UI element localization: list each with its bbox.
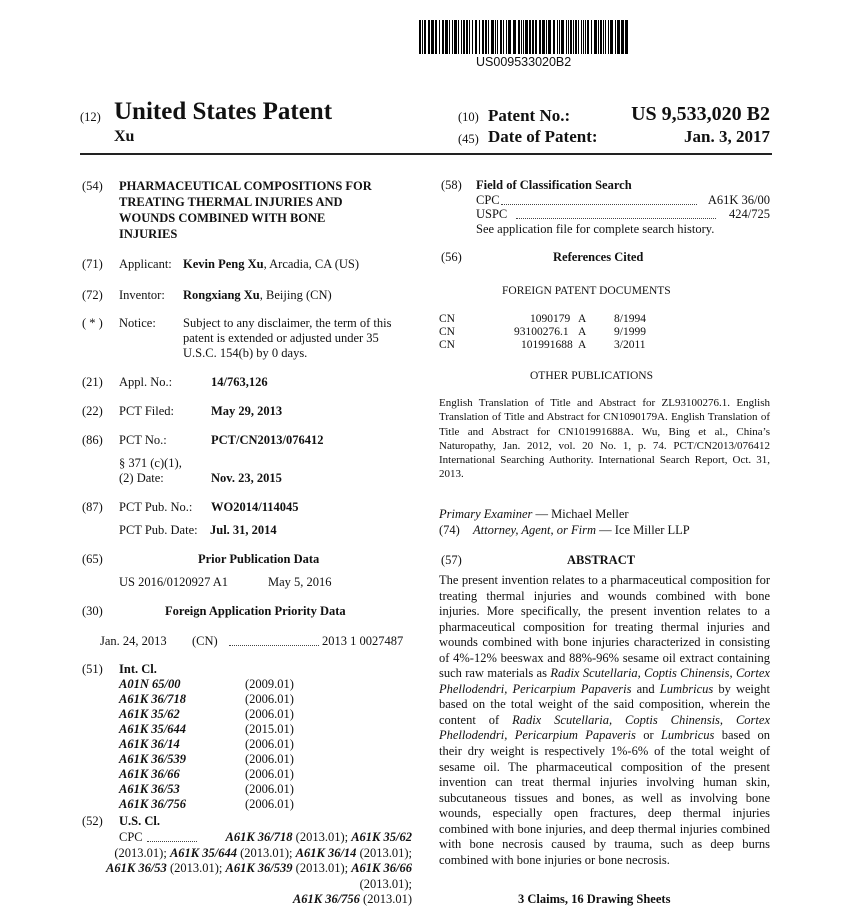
int-cl-version: (2006.01) (245, 692, 294, 706)
abstract-text (439, 573, 770, 868)
barcode-bar (617, 20, 620, 54)
notice-label: Notice: (119, 316, 156, 330)
int-cl-row (119, 722, 294, 737)
barcode-bar (532, 20, 534, 54)
ref-kind: A (578, 326, 587, 338)
barcode-bar (466, 20, 468, 54)
pct-pub-date-label: PCT Pub. Date: (119, 523, 198, 537)
pct-filed: May 29, 2013 (211, 404, 283, 418)
ref-number: 93100276.1 (514, 326, 569, 338)
barcode-bar (539, 20, 541, 54)
abstract-heading: ABSTRACT (567, 553, 636, 567)
code-12: (12) (80, 110, 101, 124)
barcode-bar (573, 20, 574, 54)
title-line-2: TREATING THERMAL INJURIES AND (119, 195, 343, 209)
int-cl-version: (2006.01) (245, 737, 294, 751)
int-cl-row (119, 782, 294, 797)
barcode-bar (591, 20, 592, 54)
pct-pub-no-label: PCT Pub. No.: (119, 500, 193, 514)
barcode-bar (513, 20, 516, 54)
barcode-bar (605, 20, 606, 54)
int-cl-version: (2006.01) (245, 752, 294, 766)
code-65: (65) (82, 552, 103, 566)
abstract-segment: by weight based on the total weight of the said composition, wherein the content of (439, 681, 770, 727)
code-72: (72) (82, 288, 103, 302)
priority-leader (229, 645, 319, 646)
code-57: (57) (441, 553, 462, 567)
barcode-bar (500, 20, 502, 54)
int-cl-row (119, 752, 294, 767)
barcode-bar (553, 20, 555, 54)
barcode-bar (615, 20, 616, 54)
inventor-surname: Xu (114, 128, 135, 145)
barcode-bar (488, 20, 489, 54)
cpc-code: A61K 36/14 (295, 845, 357, 860)
barcode-bar (495, 20, 496, 54)
priority-country: (CN) (192, 634, 218, 648)
int-cl-row (119, 677, 294, 692)
pct-pub-no: WO2014/114045 (211, 500, 299, 514)
barcode-bar (472, 20, 473, 54)
examiner-label: Primary Examiner (439, 507, 533, 521)
int-cl-version: (2006.01) (245, 782, 294, 796)
field-note: See application file for complete search history. (476, 222, 715, 236)
patent-no-label: Patent No.: (488, 106, 571, 125)
barcode-bar (503, 20, 504, 54)
notice-line-2: patent is extended or adjusted under 35 (183, 331, 379, 345)
appl-no: 14/763,126 (211, 375, 268, 389)
applicant-label: Applicant: (119, 257, 172, 271)
barcode-bar (461, 20, 462, 54)
cpc-code: A61K 36/53 (106, 861, 167, 875)
s371-label: § 371 (c)(1), (119, 456, 182, 470)
examiner-name: — Michael Meller (532, 507, 629, 521)
date-label: Date of Patent: (488, 127, 598, 146)
us-cl-cpc-label: CPC (119, 830, 143, 844)
int-cl-code: A01N 65/00 (119, 677, 181, 691)
abstract-italic: Radix Scutellaria, Coptis Chinensis, Cortex Phellodendri, Pericarpium Papaveris (439, 666, 770, 696)
field-search-heading: Field of Classification Search (476, 178, 632, 192)
barcode-bar (608, 20, 609, 54)
header-rule (80, 153, 772, 155)
claims-summary: 3 Claims, 16 Drawing Sheets (518, 892, 671, 906)
barcode-bar (559, 20, 560, 54)
priority-date: Jan. 24, 2013 (100, 634, 167, 648)
barcode-bar (561, 20, 564, 54)
applicant (183, 257, 359, 272)
barcode-bar (449, 20, 450, 54)
pct-no: PCT/CN2013/076412 (211, 433, 324, 447)
int-cl-code: A61K 36/66 (119, 767, 180, 781)
int-cl-code: A61K 36/539 (119, 752, 187, 766)
pct-no-label: PCT No.: (119, 433, 167, 447)
patent-no: US 9,533,020 B2 (631, 103, 770, 125)
barcode-bar (445, 20, 448, 54)
other-pubs-heading: OTHER PUBLICATIONS (530, 370, 653, 382)
s371-date-label: (2) Date: (119, 471, 164, 485)
barcode-bar (521, 20, 522, 54)
us-cl-classifications (99, 830, 412, 908)
barcode-bar (583, 20, 584, 54)
int-cl-code: A61K 35/644 (119, 722, 187, 736)
cpc-version: (2013.01); (292, 861, 352, 875)
ref-date: 9/1999 (614, 326, 646, 338)
code-52: (52) (82, 814, 103, 828)
code-30: (30) (82, 604, 103, 618)
barcode-bar (603, 20, 604, 54)
barcode (419, 20, 629, 54)
cpc-version: (2013.01); (292, 830, 352, 844)
field-cpc-leader (501, 204, 697, 205)
notice-code: ( * ) (82, 316, 103, 330)
barcode-bar (529, 20, 531, 54)
barcode-bar (542, 20, 545, 54)
barcode-bar (581, 20, 582, 54)
code-87: (87) (82, 500, 103, 514)
abstract-segment: or (635, 728, 661, 743)
field-uspc-label: USPC (476, 207, 508, 221)
barcode-bar (485, 20, 487, 54)
barcode-bar (497, 20, 498, 54)
cpc-code: A61K 36/718 (225, 830, 293, 844)
int-cl-row (119, 737, 294, 752)
barcode-bar (594, 20, 597, 54)
ref-country: CN (439, 326, 455, 338)
title-line-1: PHARMACEUTICAL COMPOSITIONS FOR (119, 179, 372, 193)
barcode-bar (508, 20, 511, 54)
code-54: (54) (82, 179, 103, 193)
priority-number: 2013 1 0027487 (322, 634, 404, 648)
cpc-version: (2013.01) (359, 892, 412, 906)
attorney (473, 523, 690, 538)
inventor-location: , Beijing (CN) (259, 288, 332, 302)
prior-pub-heading: Prior Publication Data (198, 552, 320, 566)
int-cl-version: (2006.01) (245, 767, 294, 781)
code-56: (56) (441, 250, 462, 264)
int-cl-row (119, 692, 294, 707)
cpc-version: (2013.01); (114, 845, 170, 860)
barcode-bar (506, 20, 507, 54)
int-cl-version: (2006.01) (245, 707, 294, 721)
ref-country: CN (439, 313, 455, 325)
barcode-bar (442, 20, 444, 54)
barcode-bar (422, 20, 423, 54)
barcode-bar (535, 20, 537, 54)
patent-date: Jan. 3, 2017 (684, 127, 770, 146)
cpc-code: A61K 36/756 (292, 892, 360, 906)
barcode-bar (575, 20, 577, 54)
ref-country: CN (439, 339, 455, 351)
cpc-code: A61K 36/539 (225, 861, 293, 875)
prior-pub-number: US 2016/0120927 A1 (119, 575, 229, 589)
barcode-bar (419, 20, 421, 54)
barcode-number: US009533020B2 (476, 55, 572, 69)
foreign-docs-heading: FOREIGN PATENT DOCUMENTS (502, 285, 671, 297)
barcode-bar (424, 20, 426, 54)
code-51: (51) (82, 662, 103, 676)
code-58: (58) (441, 178, 462, 192)
barcode-bar (523, 20, 524, 54)
int-cl-version: (2009.01) (245, 677, 294, 691)
code-22: (22) (82, 404, 103, 418)
barcode-bar (578, 20, 579, 54)
barcode-bar (548, 20, 551, 54)
field-uspc-value: 424/725 (729, 207, 770, 221)
ref-date: 8/1994 (614, 313, 646, 325)
patent-title: United States Patent (114, 98, 333, 125)
field-uspc-leader (516, 218, 716, 219)
attorney-label: Attorney, Agent, or Firm (473, 523, 597, 537)
barcode-bar (435, 20, 437, 54)
inventor-name: Rongxiang Xu (183, 288, 260, 302)
barcode-bar (610, 20, 613, 54)
int-cl-row (119, 797, 294, 812)
barcode-bar (621, 20, 624, 54)
cpc-version: (2013.01); (359, 876, 412, 891)
int-cl-code: A61K 36/756 (119, 797, 187, 811)
barcode-bar (439, 20, 440, 54)
barcode-bar (454, 20, 457, 54)
code-71: (71) (82, 257, 103, 271)
prior-pub-date: May 5, 2016 (268, 575, 332, 589)
applicant-location: , Arcadia, CA (US) (263, 257, 360, 271)
notice-line-3: U.S.C. 154(b) by 0 days. (183, 346, 308, 360)
barcode-bar (458, 20, 459, 54)
barcode-bar (566, 20, 567, 54)
barcode-bar (463, 20, 465, 54)
abstract-segment: and (631, 681, 660, 696)
barcode-bar (587, 20, 589, 54)
ref-date: 3/2011 (614, 339, 646, 351)
barcode-bar (428, 20, 430, 54)
int-cl-code: A61K 36/14 (119, 737, 180, 751)
barcode-bar (469, 20, 470, 54)
ref-kind: A (578, 313, 587, 325)
ref-kind: A (578, 339, 587, 351)
us-cl-heading: U.S. Cl. (119, 814, 160, 828)
applicant-name: Kevin Peng Xu (183, 257, 264, 271)
barcode-bar (600, 20, 602, 54)
barcode-bar (518, 20, 520, 54)
field-cpc-label: CPC (476, 193, 500, 207)
cpc-version: (2013.01); (356, 845, 412, 860)
inventor (183, 288, 332, 303)
s371-date: Nov. 23, 2015 (211, 471, 282, 485)
pct-filed-label: PCT Filed: (119, 404, 174, 418)
appl-no-label: Appl. No.: (119, 375, 173, 389)
int-cl-row (119, 767, 294, 782)
code-74: (74) (439, 523, 460, 537)
cpc-version: (2013.01); (236, 845, 296, 860)
cpc-code: A61K 36/66 (351, 861, 412, 875)
abstract-italic: Radix Scutellaria, Coptis Chinensis, Cortex Phellodendri, Pericarpium Papaveris (439, 712, 770, 743)
barcode-bar (568, 20, 569, 54)
title-line-4: INJURIES (119, 227, 178, 241)
int-cl-row (119, 707, 294, 722)
int-cl-code: A61K 36/718 (119, 692, 187, 706)
barcode-bar (598, 20, 599, 54)
barcode-bar (525, 20, 528, 54)
abstract-italic: Lumbricus (659, 681, 714, 696)
attorney-name: — Ice Miller LLP (596, 523, 690, 537)
cpc-version: (2013.01); (166, 861, 226, 875)
int-cl-code: A61K 36/53 (119, 782, 180, 796)
inventor-label: Inventor: (119, 288, 165, 302)
int-cl-version: (2006.01) (245, 797, 294, 811)
barcode-bar (557, 20, 558, 54)
cpc-code: A61K 35/62 (351, 830, 412, 844)
code-21: (21) (82, 375, 103, 389)
ref-number: 1090179 (530, 313, 571, 325)
pct-pub-date: Jul. 31, 2014 (210, 523, 277, 537)
primary-examiner (439, 507, 629, 522)
code-10: (10) (458, 110, 479, 124)
title-line-3: WOUNDS COMBINED WITH BONE (119, 211, 326, 225)
abstract-segment: based on their dry weight is respectively 1%-6% of the total weight of sesame oil. The pharmaceutical composition of the present invention can treat thermal injuries involving human skin, subcutaneous tissues and bones, as well as involving bone wounds, especially open fractures, deep thermal injuries combined with bone injuries, and deep thermal injuries combined with bone necrosis caused by trauma, such as deep burns combined with bone injuries or bone necrosis. (439, 728, 771, 867)
int-cl-version: (2015.01) (245, 722, 294, 736)
barcode-bar (475, 20, 477, 54)
code-45: (45) (458, 132, 479, 146)
cpc-code: A61K 35/644 (169, 845, 237, 860)
barcode-bar (546, 20, 547, 54)
priority-heading: Foreign Application Priority Data (165, 604, 346, 618)
abstract-segment: The present invention relates to a pharmaceutical composition for treating thermal injuries and wounds combined with bone injuries. More specifically, the present invention relates to a pharmaceutical composition for treating thermal injuries and wounds combined with bone injuries characterized in consisting of 4%-12% beeswax and 88%-96% sesame oil extract containing such raw materials as (439, 573, 770, 681)
other-publications: English Translation of Title and Abstract for ZL93100276.1. English Translation of Title and Abstract for CN1090179A. English Translation of Title and Abstract for CN101991688A. Wu, Bing et al., China’s Naturopathy, Jan. 2012, vol. 20 No. 1, p. 74. PCT/CN2013/076412 International Searching Authority. International Search Report, Oct. 31, 2013. (439, 397, 770, 481)
int-cl-heading: Int. Cl. (119, 662, 157, 676)
int-cl-code: A61K 35/62 (119, 707, 180, 721)
notice-line-1: Subject to any disclaimer, the term of this (183, 316, 392, 330)
code-86: (86) (82, 433, 103, 447)
ref-number: 101991688 (521, 339, 573, 351)
barcode-bar (585, 20, 586, 54)
field-cpc-value: A61K 36/00 (707, 193, 770, 207)
barcode-bar (452, 20, 453, 54)
barcode-bar (491, 20, 494, 54)
barcode-bar (482, 20, 484, 54)
references-heading: References Cited (553, 250, 644, 264)
abstract-italic: Lumbricus (660, 728, 715, 743)
barcode-bar (570, 20, 572, 54)
barcode-bar (625, 20, 628, 54)
barcode-bar (479, 20, 480, 54)
barcode-bar (431, 20, 434, 54)
